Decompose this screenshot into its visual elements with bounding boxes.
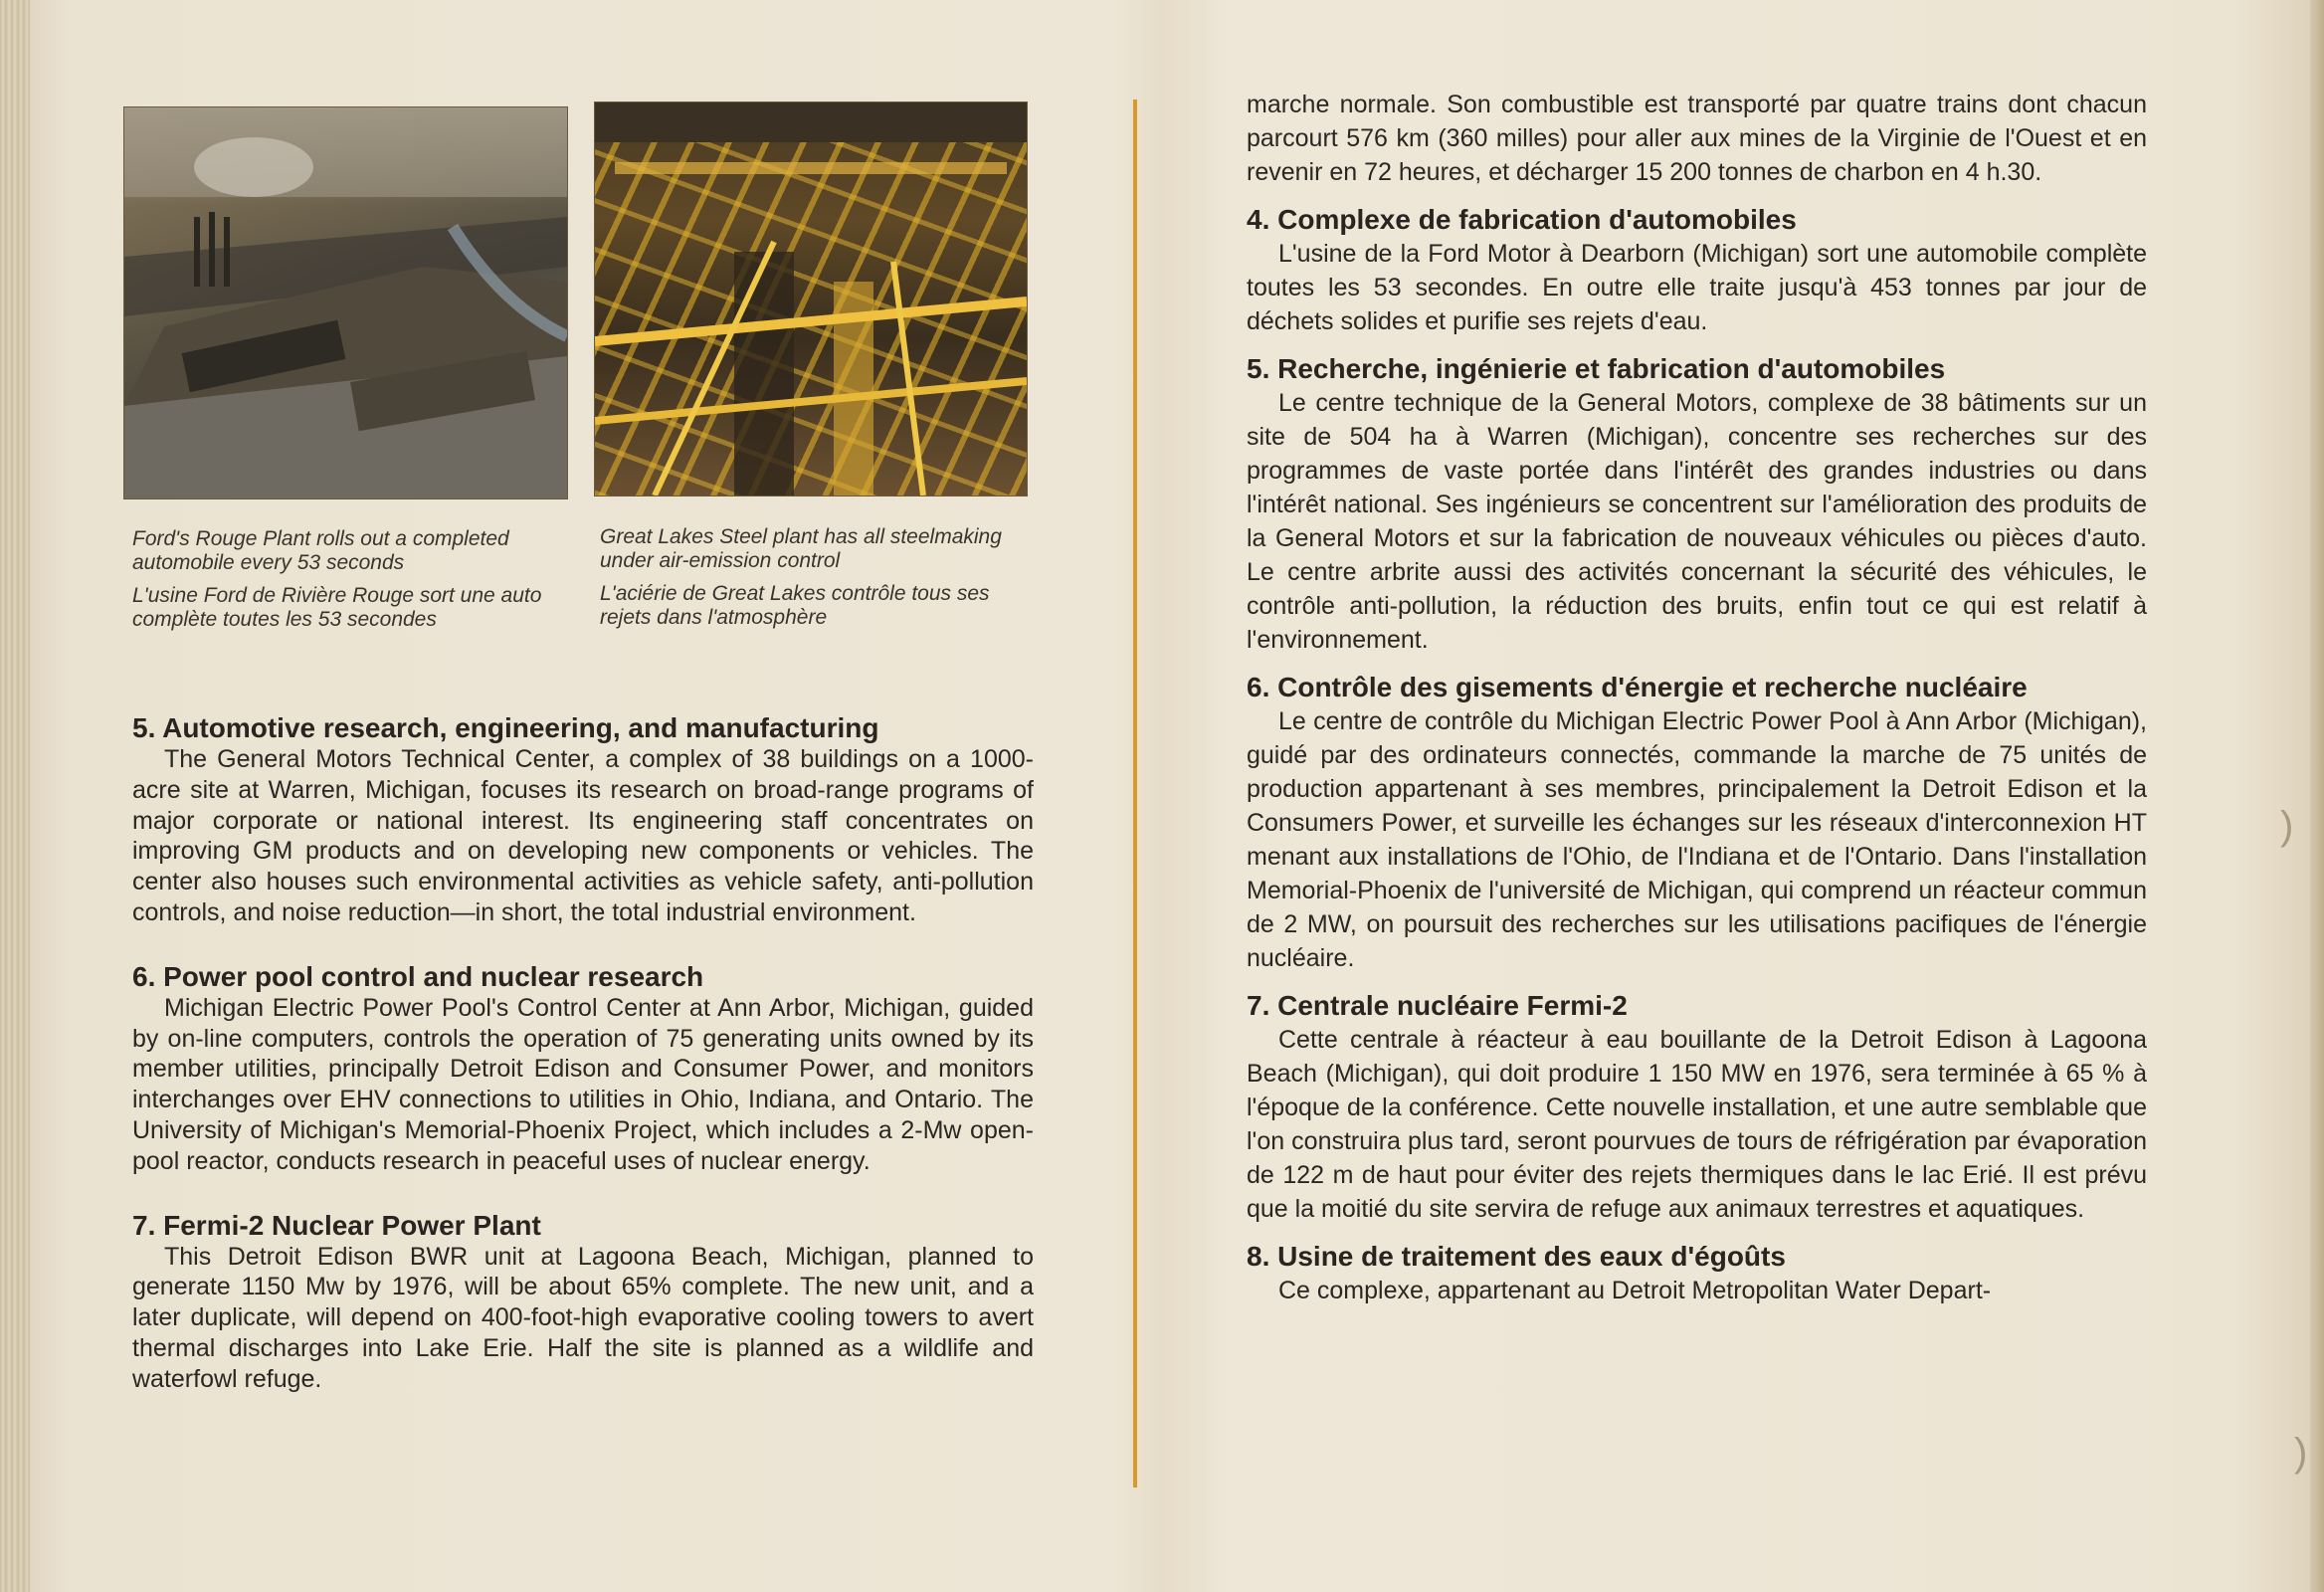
continued-paragraph: marche normale. Son combustible est transporté par quatre trains dont chacun parcourt 576 km (360 milles) pour aller aux mines de la Virginie de l'Ouest et en revenir en 72 heures, et décharger 15 200 tonnes de charbon en 4 h.30. xyxy=(1247,91,2147,186)
section-heading: 5. Automotive research, engineering, and manufacturing xyxy=(132,712,879,743)
photo-great-lakes-steel xyxy=(594,101,1028,497)
section-heading: 6. Contrôle des gisements d'énergie et recherche nucléaire xyxy=(1247,672,2028,702)
photo-rouge-drawing xyxy=(124,107,567,498)
section-body: L'usine de la Ford Motor à Dearborn (Michigan) sort une automobile complète toutes les 53 secondes. En outre elle traite jusqu'à 453 tonnes par jour de déchets solides et purifie ses rejets d'eau. xyxy=(1247,240,2147,335)
section-body: Le centre de contrôle du Michigan Electric Power Pool à Ann Arbor (Michigan), guidé par des ordinateurs connectés, commande la marche de 75 unités de production appartenant à ses membres, principalement la Detroit Edison et la Consumers Power, et surveille les échanges sur les réseaux d'interconnexion HT menant aux installations de l'Ohio, de l'Indiana et de l'Ontario. Dans l'installation Memorial-Phoenix de l'université de Michigan, qui comprend un réacteur commun de 2 MW, on poursuit des recherches sur les utilisations pacifiques de l'énergie nucléaire. xyxy=(1247,707,2147,972)
page-edge-right xyxy=(2310,0,2324,1592)
section-heading: 5. Recherche, ingénierie et fabrication d'automobiles xyxy=(1247,353,1946,384)
section-heading: 6. Power pool control and nuclear research xyxy=(132,960,704,992)
section-body: Ce complexe, appartenant au Detroit Metropolitan Water Depart- xyxy=(1278,1277,1992,1304)
caption-steel-english: Great Lakes Steel plant has all steelmaking under air-emission control xyxy=(600,525,1002,572)
section-fermi-2 xyxy=(132,1210,1034,1395)
binding-mark-icon: ) xyxy=(2280,804,2294,848)
section-recherche-ingenierie xyxy=(1247,352,2147,657)
english-column xyxy=(132,712,1034,1428)
section-heading: 8. Usine de traitement des eaux d'égoûts xyxy=(1247,1241,1786,1272)
page-edge-left xyxy=(0,0,30,1592)
section-fabrication-automobiles xyxy=(1247,203,2147,338)
binding-mark-icon: ) xyxy=(2294,1431,2308,1475)
caption-rouge xyxy=(132,527,570,641)
section-heading: 4. Complexe de fabrication d'automobiles xyxy=(1247,204,1797,235)
section-controle-energie xyxy=(1247,671,2147,975)
section-automotive-research xyxy=(132,712,1034,928)
section-body: This Detroit Edison BWR unit at Lagoona Beach, Michigan, planned to generate 1150 Mw by 1976, will be about 65% complete. The new unit, and a later duplicate, will depend on 400-foot-high evaporative cooling towers to avert thermal discharges into Lake Erie. Half the site is planned as a wildlife and waterfowl refuge. xyxy=(132,1242,1034,1393)
column-divider xyxy=(1133,100,1137,1488)
section-body: Cette centrale à réacteur à eau bouillante de la Detroit Edison à Lagoona Beach (Michigan), qui doit produire 1 150 MW en 1976, sera terminée à 65 % à l'époque de la conférence. Cette nouvelle installation, et une autre semblable que l'on construira plus tard, seront pourvues de tours de réfrigération par évaporation de 122 m de haut pour éviter des rejets thermiques dans le lac Erié. Il est prévu que la moitié du site servira de refuge aux animaux terrestres et aquatiques. xyxy=(1247,1026,2147,1223)
section-heading: 7. Centrale nucléaire Fermi-2 xyxy=(1247,990,1628,1021)
caption-rouge-english: Ford's Rouge Plant rolls out a completed automobile every 53 seconds xyxy=(132,527,509,574)
section-centrale-fermi-2 xyxy=(1247,989,2147,1226)
section-power-pool xyxy=(132,961,1034,1177)
caption-steel-french: L'aciérie de Great Lakes contrôle tous ses rejets dans l'atmosphère xyxy=(600,582,990,629)
caption-rouge-french: L'usine Ford de Rivière Rouge sort une auto complète toutes les 53 secondes xyxy=(132,584,542,631)
section-body: Michigan Electric Power Pool's Control Center at Ann Arbor, Michigan, guided by on-line computers, controls the operation of 75 generating units owned by its member utilities, principally Detroit Edison and Consumer Power, and monitors interchanges over EHV connections to utilities in Ohio, Indiana, and Ontario. The University of Michigan's Memorial-Phoenix Project, which includes a 2-Mw open-pool reactor, conducts research in peaceful uses of nuclear energy. xyxy=(132,993,1034,1175)
photo-ford-rouge-plant xyxy=(123,106,568,499)
section-heading: 7. Fermi-2 Nuclear Power Plant xyxy=(132,1209,541,1241)
section-body: The General Motors Technical Center, a complex of 38 buildings on a 1000-acre site at Warren, Michigan, focuses its research on broad-range programs of major corporate or national interest. Its engineering staff concentrates on improving GM products and on developing new components or vehicles. The center also houses such environmental activities as vehicle safety, anti-pollution controls, and noise reduction—in short, the total industrial environment. xyxy=(132,745,1034,926)
caption-steel xyxy=(600,525,1038,639)
section-body: Le centre technique de la General Motors, complexe de 38 bâtiments sur un site de 504 ha à Warren (Michigan), concentre ses recherches sur des programmes de vaste portée dans l'intérêt des grandes industries ou dans l'intérêt national. Ses ingénieurs se concentrent sur l'amélioration des produits de la General Motors et sur la fabrication de nouveaux véhicules ou pièces d'auto. Le centre arbrite aussi des activités concernant la sécurité des véhicules, le contrôle anti-pollution, la réduction des bruits, enfin tout ce qui est relatif à l'environnement. xyxy=(1247,389,2147,654)
section-traitement-eaux xyxy=(1247,1240,2147,1307)
french-column xyxy=(1247,88,2147,1307)
photo-steel-drawing xyxy=(595,102,1027,496)
